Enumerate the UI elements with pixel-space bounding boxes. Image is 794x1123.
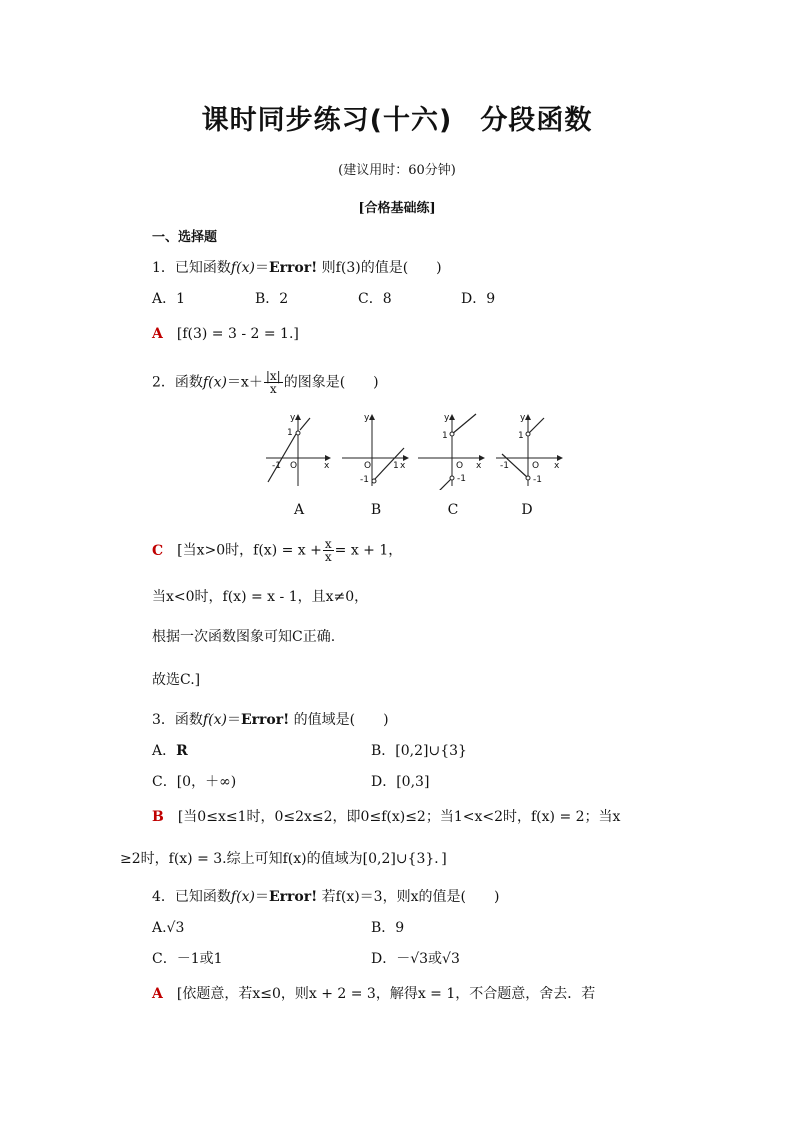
graph-c [418, 413, 484, 490]
section-heading: [合格基础练] [358, 201, 436, 216]
graph-d-tick-neg1-y: -1 [533, 475, 542, 485]
q4-option-c: C．－1或1 [152, 951, 223, 967]
question-2-stem: 2．函数f(x)＝x＋ $\frac{|x|}{x}$ 的图象是( ) [152, 369, 379, 396]
graph-b-tick-1: 1 [393, 461, 399, 471]
graph-c-x-label: x [476, 461, 482, 471]
graph-label-c: C [447, 502, 459, 518]
graph-a-y-label: y [290, 413, 296, 423]
graph-label-a: A [293, 502, 305, 518]
q3-solution-line-1: B [当0≤x≤1时，0≤2x≤2，即0≤f(x)≤2；当1<x<2时，f(x) = 2；当x [152, 809, 621, 825]
graph-b-x-label: x [400, 461, 406, 471]
graphs-svg [262, 410, 572, 490]
graph-d [496, 413, 562, 486]
abs-x-over-x-fraction: $\frac{|x|}{x}$ [265, 369, 281, 396]
q3-option-c: C．[0，＋∞) [152, 774, 237, 790]
q4-answer-letter: A [152, 986, 163, 1002]
title-topic: 分段函数 [480, 105, 593, 136]
graph-c-y-label: y [444, 413, 450, 423]
q1-option-d: D．9 [461, 291, 496, 307]
q4-option-d: D．－√3或√3 [371, 951, 460, 967]
q4-solution-line-1: A [依题意，若x≤0，则x + 2 = 3，解得x = 1，不合题意，舍去．若 [152, 986, 596, 1002]
graph-d-tick-1: 1 [518, 431, 524, 441]
graph-a [266, 413, 330, 486]
graph-b-tick-neg1: -1 [360, 475, 369, 485]
graph-a-x-label: x [324, 461, 330, 471]
q4-option-a: A.√3 [152, 920, 185, 936]
graph-d-origin: O [532, 461, 540, 471]
page-title [0, 98, 794, 137]
graph-d-tick-neg1-x: -1 [500, 461, 509, 471]
question-3-stem: 3．函数f(x)＝Error! 的值域是( ) [152, 712, 389, 728]
option-graphs [262, 410, 572, 490]
graph-d-x-label: x [554, 461, 560, 471]
q3-option-a: A．R [152, 743, 188, 759]
graph-c-origin: O [456, 461, 464, 471]
q1-option-c: C．8 [358, 291, 392, 307]
q2-solution-line-2: 当x<0时，f(x) = x - 1，且x≠0， [152, 589, 369, 605]
q1-option-a: A．1 [152, 291, 186, 307]
suggested-time: (建议用时：60分钟) [338, 163, 456, 178]
graph-b-y-label: y [364, 413, 370, 423]
graph-a-tick-neg1: -1 [272, 461, 281, 471]
q1-option-b: B．2 [255, 291, 289, 307]
graph-b [342, 413, 408, 486]
question-1-stem: 1．已知函数f(x)＝Error! 则f(3)的值是( ) [152, 260, 442, 276]
q2-solution-line-4: 故选C.] [152, 672, 201, 688]
x-over-x-fraction: $\frac{x}{x}$ [324, 537, 332, 564]
q1-solution: A [f(3) = 3 - 2 = 1.] [152, 326, 299, 342]
graph-c-tick-neg1: -1 [457, 474, 466, 484]
q3-solution-line-2: ≥2时，f(x) = 3.综上可知f(x)的值域为[0,2]∪{3}．] [120, 851, 447, 867]
graph-a-tick-1: 1 [287, 428, 293, 438]
q3-answer-letter: B [152, 809, 164, 825]
q3-option-b: B．[0,2]∪{3} [371, 743, 467, 759]
q3-option-d: D．[0,3] [371, 774, 430, 790]
part-heading: 一、选择题 [152, 230, 218, 245]
q2-solution-line-1: C [当x>0时，f(x) = x + $\frac{x}{x}$ = x + 1， [152, 537, 403, 564]
q1-answer-letter: A [152, 326, 163, 342]
q2-answer-letter: C [152, 542, 164, 559]
title-main: 课时同步练习(十六) [201, 105, 453, 136]
graph-a-origin: O [290, 461, 298, 471]
graph-d-y-label: y [520, 413, 526, 423]
graph-label-d: D [521, 502, 533, 518]
graph-b-origin: O [364, 461, 372, 471]
question-4-stem: 4．已知函数f(x)＝Error! 若f(x)＝3，则x的值是( ) [152, 889, 500, 905]
q4-option-b: B．9 [371, 920, 405, 936]
graph-label-b: B [370, 502, 382, 518]
graph-c-tick-1: 1 [442, 431, 448, 441]
q2-solution-line-3: 根据一次函数图象可知C正确. [152, 629, 336, 645]
